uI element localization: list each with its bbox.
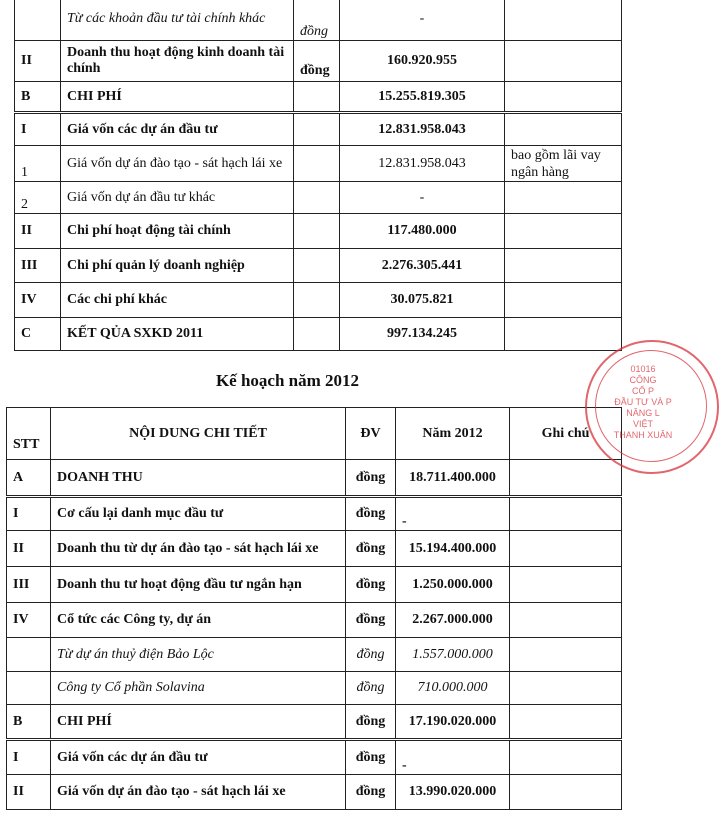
note-cell	[505, 283, 622, 318]
stt-cell: B	[7, 705, 51, 740]
stt-cell: IV	[7, 603, 51, 638]
table-row	[15, 283, 622, 318]
note-cell: bao gồm lãi vay ngân hàng	[505, 146, 622, 182]
unit-cell: đồng	[346, 638, 396, 672]
unit-cell: đồng	[294, 0, 340, 41]
table-row	[15, 214, 622, 249]
value-cell: 17.190.020.000	[396, 705, 510, 740]
table-row	[15, 182, 622, 214]
stt-cell: IV	[15, 283, 61, 318]
seal-line: NĂNG L	[626, 408, 660, 418]
table-row	[7, 603, 622, 638]
table-row	[7, 740, 622, 775]
stt-cell: I	[7, 740, 51, 775]
value-cell: 18.711.400.000	[396, 460, 510, 497]
value-cell: -	[396, 740, 510, 775]
unit-header: ĐV	[346, 408, 396, 460]
content-cell: Doanh thu từ dự án đào tạo - sát hạch lái xe	[51, 531, 346, 567]
unit-cell	[294, 283, 340, 318]
value-cell: 117.480.000	[340, 214, 505, 249]
content-cell: Các chi phí khác	[61, 283, 294, 318]
unit-cell	[294, 318, 340, 351]
table-row	[7, 460, 622, 497]
unit-cell: đồng	[294, 41, 340, 82]
seal-line: CÔNG	[629, 375, 657, 385]
unit-cell	[294, 182, 340, 214]
value-cell: 15.255.819.305	[340, 82, 505, 113]
content-cell: Công ty Cổ phần Solavina	[51, 672, 346, 705]
seal-line: ĐẦU TƯ VÀ P	[614, 397, 672, 407]
seal-line: THANH XUÂN	[613, 430, 673, 440]
value-cell: -	[340, 0, 505, 41]
note-cell	[505, 182, 622, 214]
content-cell: Giá vốn các dự án đầu tư	[51, 740, 346, 775]
header-row	[7, 408, 622, 460]
content-cell: DOANH THU	[51, 460, 346, 497]
note-cell	[505, 113, 622, 146]
unit-cell: đồng	[346, 740, 396, 775]
content-cell: CHI PHÍ	[61, 82, 294, 113]
stt-cell: II	[7, 531, 51, 567]
table-row	[15, 146, 622, 182]
unit-cell: đồng	[346, 497, 396, 531]
seal-text	[613, 364, 673, 441]
unit-cell: đồng	[346, 603, 396, 638]
value-cell: 997.134.245	[340, 318, 505, 351]
table-row	[15, 0, 622, 41]
note-cell	[505, 82, 622, 113]
value-cell: 1.250.000.000	[396, 567, 510, 603]
table-row	[7, 567, 622, 603]
stt-cell	[7, 672, 51, 705]
note-cell	[510, 531, 622, 567]
results-2011-table	[14, 0, 622, 351]
content-cell: Từ dự án thuỷ điện Bảo Lộc	[51, 638, 346, 672]
stt-cell	[15, 0, 61, 41]
note-cell	[510, 672, 622, 705]
unit-cell	[294, 146, 340, 182]
stt-cell: 1	[15, 146, 61, 182]
unit-cell: đồng	[346, 531, 396, 567]
note-cell	[505, 0, 622, 41]
stt-header: STT	[7, 408, 51, 460]
unit-cell	[294, 113, 340, 146]
value-cell: 710.000.000	[396, 672, 510, 705]
note-cell	[510, 567, 622, 603]
seal-line: 01016	[630, 364, 656, 374]
value-cell: 1.557.000.000	[396, 638, 510, 672]
table-row	[15, 318, 622, 351]
note-cell	[510, 460, 622, 497]
stt-cell: I	[15, 113, 61, 146]
content-cell: Giá vốn dự án đào tạo - sát hạch lái xe	[61, 146, 294, 182]
stt-cell: II	[7, 775, 51, 810]
table-row	[15, 249, 622, 283]
stt-cell: III	[15, 249, 61, 283]
year-header: Năm 2012	[396, 408, 510, 460]
content-cell: CHI PHÍ	[51, 705, 346, 740]
value-cell: 160.920.955	[340, 41, 505, 82]
content-cell: Chi phí quản lý doanh nghiệp	[61, 249, 294, 283]
content-cell: Chi phí hoạt động tài chính	[61, 214, 294, 249]
note-cell	[510, 740, 622, 775]
note-cell	[510, 603, 622, 638]
unit-cell	[294, 214, 340, 249]
note-cell	[505, 249, 622, 283]
table-row	[15, 82, 622, 113]
note-cell	[510, 497, 622, 531]
stt-cell: 2	[15, 182, 61, 214]
note-cell	[505, 214, 622, 249]
table-row	[7, 531, 622, 567]
content-cell: Giá vốn dự án đầu tư khác	[61, 182, 294, 214]
stt-cell: C	[15, 318, 61, 351]
table-row	[15, 41, 622, 82]
table-row	[7, 638, 622, 672]
value-cell: 12.831.958.043	[340, 113, 505, 146]
content-cell: KẾT QỦA SXKD 2011	[61, 318, 294, 351]
seal-line: VIỆT	[632, 419, 653, 429]
value-cell: 12.831.958.043	[340, 146, 505, 182]
unit-cell: đồng	[346, 567, 396, 603]
note-header: Ghi chú	[510, 408, 622, 460]
content-cell: Doanh thu hoạt động kinh doanh tài chính	[61, 41, 294, 82]
note-cell	[505, 41, 622, 82]
company-seal-stamp	[585, 340, 719, 474]
content-cell: Từ các khoản đầu tư tài chính khác	[61, 0, 294, 41]
plan-title: Kế hoạch năm 2012	[215, 371, 360, 390]
seal-line: CỔ P	[631, 386, 654, 396]
content-cell: Cơ cấu lại danh mục đầu tư	[51, 497, 346, 531]
value-cell: 2.276.305.441	[340, 249, 505, 283]
plan-2012-table	[6, 407, 622, 810]
content-header: NỘI DUNG CHI TIẾT	[51, 408, 346, 460]
table-row	[7, 497, 622, 531]
unit-cell: đồng	[346, 672, 396, 705]
content-cell: Giá vốn các dự án đầu tư	[61, 113, 294, 146]
content-cell: Cổ tức các Công ty, dự án	[51, 603, 346, 638]
table-row	[7, 775, 622, 810]
value-cell: -	[340, 182, 505, 214]
table-row	[7, 672, 622, 705]
note-cell	[505, 318, 622, 351]
unit-cell	[294, 249, 340, 283]
unit-cell: đồng	[346, 705, 396, 740]
value-cell: 15.194.400.000	[396, 531, 510, 567]
unit-cell: đồng	[346, 775, 396, 810]
stt-cell: II	[15, 214, 61, 249]
note-cell	[510, 638, 622, 672]
value-cell: 30.075.821	[340, 283, 505, 318]
stt-cell: III	[7, 567, 51, 603]
stt-cell	[7, 638, 51, 672]
stt-cell: II	[15, 41, 61, 82]
stt-cell: B	[15, 82, 61, 113]
stt-cell: I	[7, 497, 51, 531]
note-cell	[510, 705, 622, 740]
table-row	[7, 705, 622, 740]
unit-cell: đồng	[346, 460, 396, 497]
content-cell: Doanh thu tư hoạt động đầu tư ngắn hạn	[51, 567, 346, 603]
unit-cell	[294, 82, 340, 113]
value-cell: 13.990.020.000	[396, 775, 510, 810]
value-cell: 2.267.000.000	[396, 603, 510, 638]
note-cell	[510, 775, 622, 810]
content-cell: Giá vốn dự án đào tạo - sát hạch lái xe	[51, 775, 346, 810]
table-row	[15, 113, 622, 146]
value-cell: -	[396, 497, 510, 531]
stt-cell: A	[7, 460, 51, 497]
